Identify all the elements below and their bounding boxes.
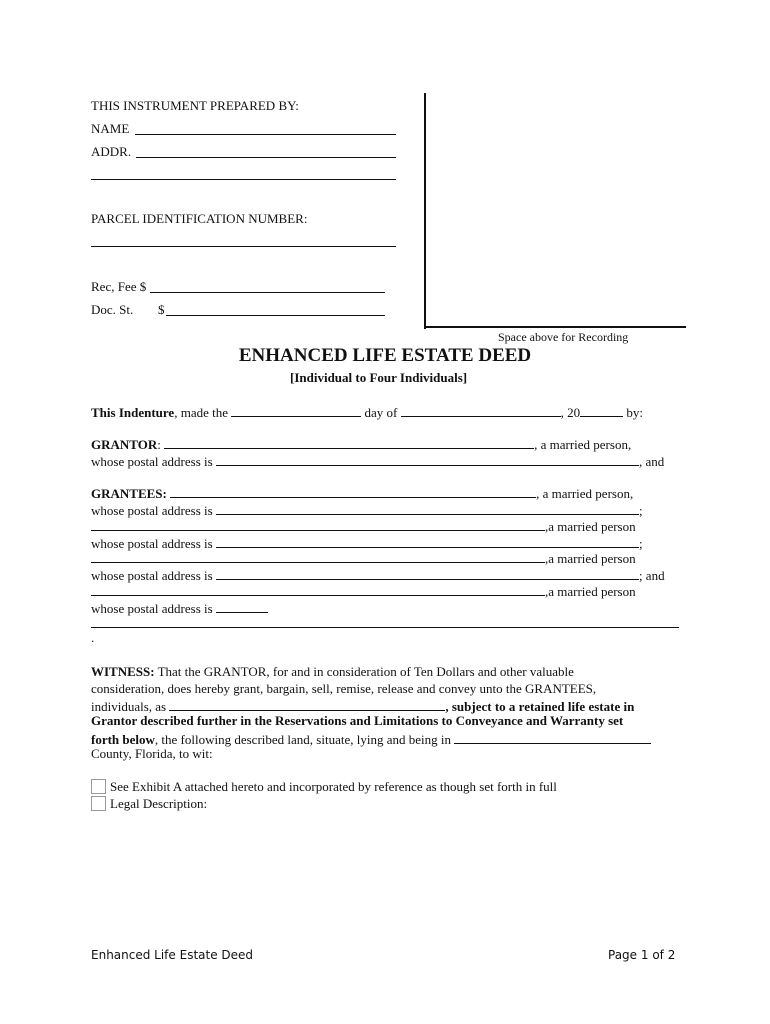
exhibit-a-checkbox[interactable] xyxy=(91,779,106,794)
grantee-1-postal-label: whose postal address is xyxy=(91,503,213,518)
witness-line-5-bold: forth below xyxy=(91,732,155,747)
grantee-4-postal-label: whose postal address is xyxy=(91,601,213,616)
grantee-1-line xyxy=(91,484,633,502)
grantor-postal-line xyxy=(91,452,664,470)
indenture-line xyxy=(91,403,643,421)
indenture-year-field[interactable] xyxy=(580,403,623,417)
grantees-label: GRANTEES: xyxy=(91,486,167,501)
grantee-4-postal-field[interactable] xyxy=(216,599,268,613)
footer-document-name: Enhanced Life Estate Deed xyxy=(91,948,254,962)
grantor-postal-field[interactable] xyxy=(216,452,639,466)
name-field[interactable] xyxy=(135,134,396,135)
grantee-3-name-field[interactable] xyxy=(91,549,545,563)
grantee-1-postal-field[interactable] xyxy=(216,501,639,515)
witness-line-2: consideration, does hereby grant, bargain, sell, remise, release and convey unto the GRANTEES, xyxy=(91,681,597,696)
grantee-3-postal-field[interactable] xyxy=(216,566,639,580)
addr-row xyxy=(91,144,131,160)
grantee-2-line xyxy=(91,517,636,535)
grantee-2-name-field[interactable] xyxy=(91,517,545,531)
county-field[interactable] xyxy=(454,730,651,744)
witness-line-6: County, Florida, to wit: xyxy=(91,746,213,761)
legal-description-label: Legal Description: xyxy=(110,796,208,811)
footer-page-number: Page 1 of 2 xyxy=(608,948,676,962)
parcel-field[interactable] xyxy=(91,246,396,247)
doc-st-field[interactable] xyxy=(166,315,385,316)
indenture-year-prefix: , 20 xyxy=(560,405,581,420)
legal-description-checkbox[interactable] xyxy=(91,796,106,811)
doc-st-label: Doc. St. xyxy=(91,302,134,317)
grantee-3-postal-label: whose postal address is xyxy=(91,568,213,583)
grantor-and: , and xyxy=(638,454,665,469)
witness-line-1-text: That the GRANTOR, for and in consideration of Ten Dollars and other valuable xyxy=(157,664,574,679)
page-title: ENHANCED LIFE ESTATE DEED xyxy=(238,345,532,366)
indenture-day-of: day of xyxy=(364,405,398,420)
addr-label: ADDR. xyxy=(91,144,132,159)
witness-line-3-bold: , subject to a retained life estate in xyxy=(445,699,635,714)
witness-line-4: Grantor described further in the Reservations and Limitations to Conveyance and Warranty set xyxy=(91,713,624,728)
grantees-period: . xyxy=(91,630,95,645)
grantor-colon: : xyxy=(157,437,161,452)
grantor-married: , a married person, xyxy=(534,437,632,452)
recording-box-left-border xyxy=(424,93,426,329)
indenture-day-field[interactable] xyxy=(231,403,361,417)
grantee-3-line xyxy=(91,549,636,567)
page-subtitle: [Individual to Four Individuals] xyxy=(290,370,468,385)
addr-field-line-1[interactable] xyxy=(136,157,396,158)
grantee-4-line xyxy=(91,582,636,600)
witness-tenancy-field[interactable] xyxy=(169,697,445,711)
recording-note: Space above for Recording xyxy=(498,330,629,344)
grantee-1-name-field[interactable] xyxy=(170,484,536,498)
exhibit-a-label: See Exhibit A attached hereto and incorporated by reference as though set forth in full xyxy=(110,779,557,794)
recording-box-bottom-border xyxy=(424,326,686,328)
parcel-label: PARCEL IDENTIFICATION NUMBER: xyxy=(91,211,308,226)
indenture-bold: This Indenture xyxy=(91,405,175,420)
grantee-4-postal-line xyxy=(91,599,268,617)
rec-fee-field[interactable] xyxy=(150,292,385,293)
grantee-4-name-field[interactable] xyxy=(91,582,545,596)
indenture-by: by: xyxy=(626,405,643,420)
witness-line-3-prefix: individuals, as xyxy=(91,699,167,714)
witness-line-1 xyxy=(91,664,574,680)
indenture-made-the: , made the xyxy=(174,405,229,420)
grantee-2-postal-field[interactable] xyxy=(216,534,639,548)
rec-fee-label: Rec, Fee $ xyxy=(91,279,147,294)
prepared-by-label: THIS INSTRUMENT PREPARED BY: xyxy=(91,98,299,113)
indenture-month-field[interactable] xyxy=(401,403,561,417)
doc-st-dollar: $ xyxy=(158,302,165,317)
grantee-4-married: ,a married person xyxy=(545,584,636,599)
grantee-2-married: ,a married person xyxy=(545,519,636,534)
grantor-postal-label: whose postal address is xyxy=(91,454,213,469)
addr-field-line-2[interactable] xyxy=(91,179,396,180)
grantee-1-semicolon: ; xyxy=(638,503,643,518)
grantee-3-married: ,a married person xyxy=(545,551,636,566)
grantee-3-semicolon-and: ; and xyxy=(638,568,665,583)
witness-line-5-rest: , the following described land, situate, lying and being in xyxy=(154,732,451,747)
grantee-1-married: , a married person, xyxy=(536,486,634,501)
grantor-name-field[interactable] xyxy=(164,435,534,449)
grantee-2-semicolon: ; xyxy=(638,536,643,551)
grantee-2-postal-label: whose postal address is xyxy=(91,536,213,551)
name-row xyxy=(91,121,129,137)
grantee-4-postal-field-continued[interactable] xyxy=(91,627,679,628)
grantor-line xyxy=(91,435,631,453)
name-label: NAME xyxy=(91,121,130,136)
grantor-label: GRANTOR xyxy=(91,437,158,452)
witness-label: WITNESS: xyxy=(91,664,155,679)
